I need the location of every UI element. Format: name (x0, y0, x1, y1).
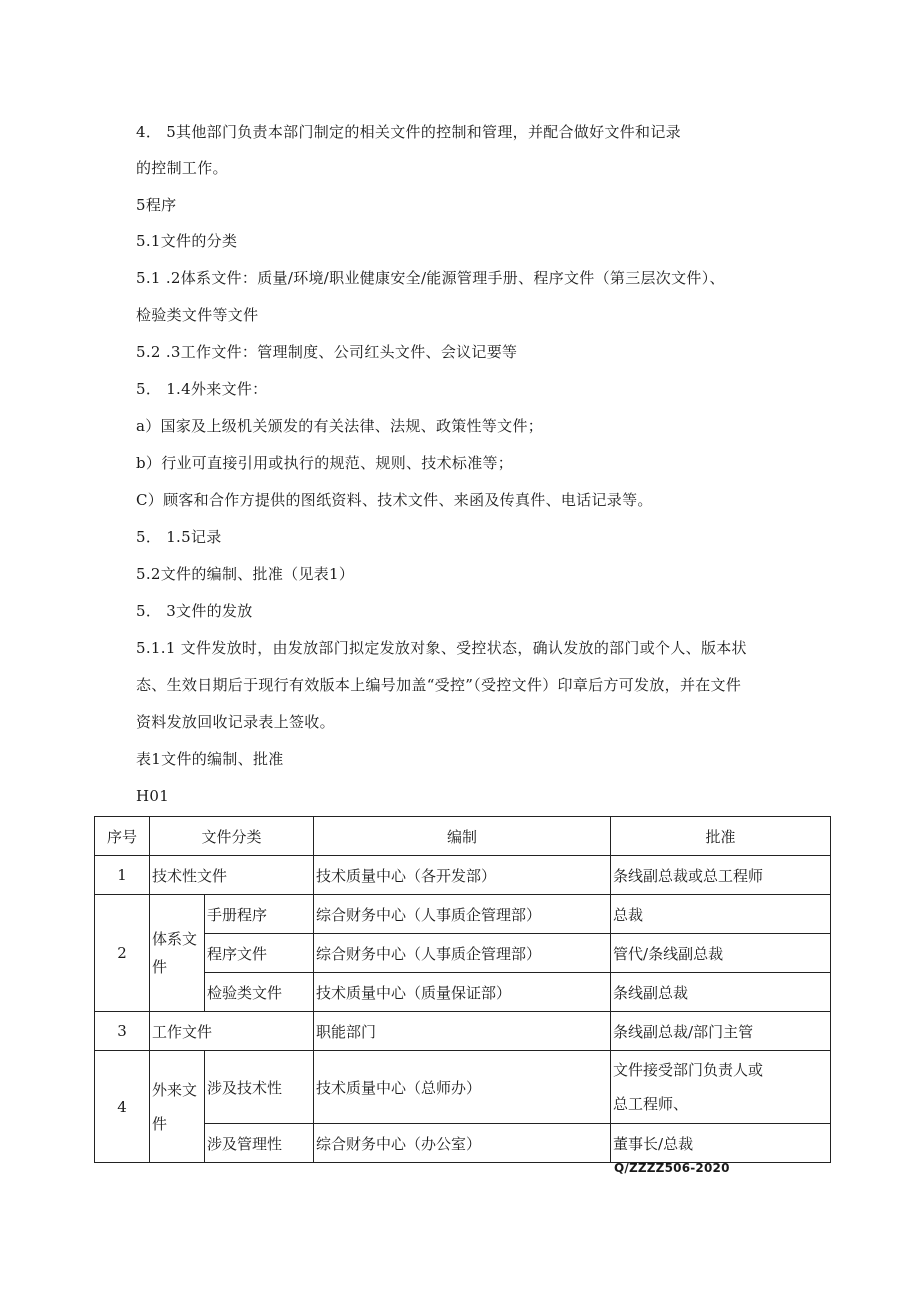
cell-compile: 综合财务中心（人事质企管理部） (314, 934, 611, 973)
cell-seq: 4 (95, 1051, 150, 1163)
paragraph: 资料发放回收记录表上签收。 (136, 713, 335, 731)
section-heading: 5.1文件的分类 (136, 232, 238, 250)
cell-approve: 董事长/总裁 (611, 1124, 831, 1163)
cell-compile: 技术质量中心（总师办） (314, 1051, 611, 1124)
cell-category: 程序文件 (205, 934, 314, 973)
table-header-row (95, 817, 831, 856)
cell-category: 手册程序 (205, 895, 314, 934)
table-row (95, 895, 831, 934)
approve-line: 文件接受部门负责人或 (613, 1061, 764, 1079)
table-row (95, 856, 831, 895)
approve-line: 总工程师、 (613, 1095, 689, 1113)
cell-group: 外来文件 (150, 1051, 205, 1163)
paragraph: 5.1 .2体系文件：质量/环境/职业健康安全/能源管理手册、程序文件（第三层次文件）、 (136, 269, 725, 287)
list-item: C）顾客和合作方提供的图纸资料、技术文件、来函及传真件、电话记录等。 (136, 491, 653, 509)
cell-seq: 3 (95, 1012, 150, 1051)
cell-category: 工作文件 (150, 1012, 314, 1051)
table-caption: 表1文件的编制、批准 (136, 750, 284, 768)
section-heading: 5． 3文件的发放 (136, 602, 253, 620)
cell-compile: 技术质量中心（质量保证部） (314, 973, 611, 1012)
list-item: b）行业可直接引用或执行的规范、规则、技术标准等； (136, 454, 514, 472)
header-seq: 序号 (95, 817, 150, 856)
cell-seq: 2 (95, 895, 150, 1012)
cell-category: 涉及技术性 (205, 1051, 314, 1124)
document-code: Q/ZZZZ506-2020 (614, 1161, 730, 1175)
cell-approve: 条线副总裁 (611, 973, 831, 1012)
header-approve: 批准 (611, 817, 831, 856)
cell-approve: 总裁 (611, 895, 831, 934)
paragraph: 的控制工作。 (136, 159, 228, 177)
paragraph: 5.2 .3工作文件：管理制度、公司红头文件、会议记要等 (136, 343, 518, 361)
list-item: a）国家及上级机关颁发的有关法律、法规、政策性等文件； (136, 417, 544, 435)
table-row (95, 934, 831, 973)
table-code: H01 (136, 787, 170, 805)
cell-approve: 条线副总裁/部门主管 (611, 1012, 831, 1051)
cell-group: 体系文件 (150, 895, 205, 1012)
section-heading: 5程序 (136, 196, 177, 214)
paragraph: 检验类文件等文件 (136, 306, 259, 324)
table-row (95, 1124, 831, 1163)
paragraph: 5.1.1 文件发放时，由发放部门拟定发放对象、受控状态，确认发放的部门或个人、版本状 (136, 639, 747, 657)
cell-compile: 综合财务中心（人事质企管理部） (314, 895, 611, 934)
paragraph: 4． 5其他部门负责本部门制定的相关文件的控制和管理，并配合做好文件和记录 (136, 123, 681, 141)
paragraph: 态、生效日期后于现行有效版本上编号加盖“受控”（受控文件）印章后方可发放，并在文件 (136, 676, 742, 694)
paragraph: 5． 1.4外来文件： (136, 380, 268, 398)
header-compile: 编制 (314, 817, 611, 856)
cell-approve: 条线副总裁或总工程师 (611, 856, 831, 895)
cell-approve: 管代/条线副总裁 (611, 934, 831, 973)
cell-seq: 1 (95, 856, 150, 895)
cell-category: 技术性文件 (150, 856, 314, 895)
cell-compile: 技术质量中心（各开发部） (314, 856, 611, 895)
table-row (95, 1012, 831, 1051)
cell-category: 检验类文件 (205, 973, 314, 1012)
approval-table (94, 816, 831, 1163)
cell-compile: 职能部门 (314, 1012, 611, 1051)
header-category: 文件分类 (150, 817, 314, 856)
table-row (95, 1051, 831, 1124)
section-heading: 5． 1.5记录 (136, 528, 222, 546)
cell-category: 涉及管理性 (205, 1124, 314, 1163)
section-heading: 5.2文件的编制、批准（见表1） (136, 565, 355, 583)
table-row (95, 973, 831, 1012)
cell-compile: 综合财务中心（办公室） (314, 1124, 611, 1163)
cell-approve (611, 1051, 831, 1124)
